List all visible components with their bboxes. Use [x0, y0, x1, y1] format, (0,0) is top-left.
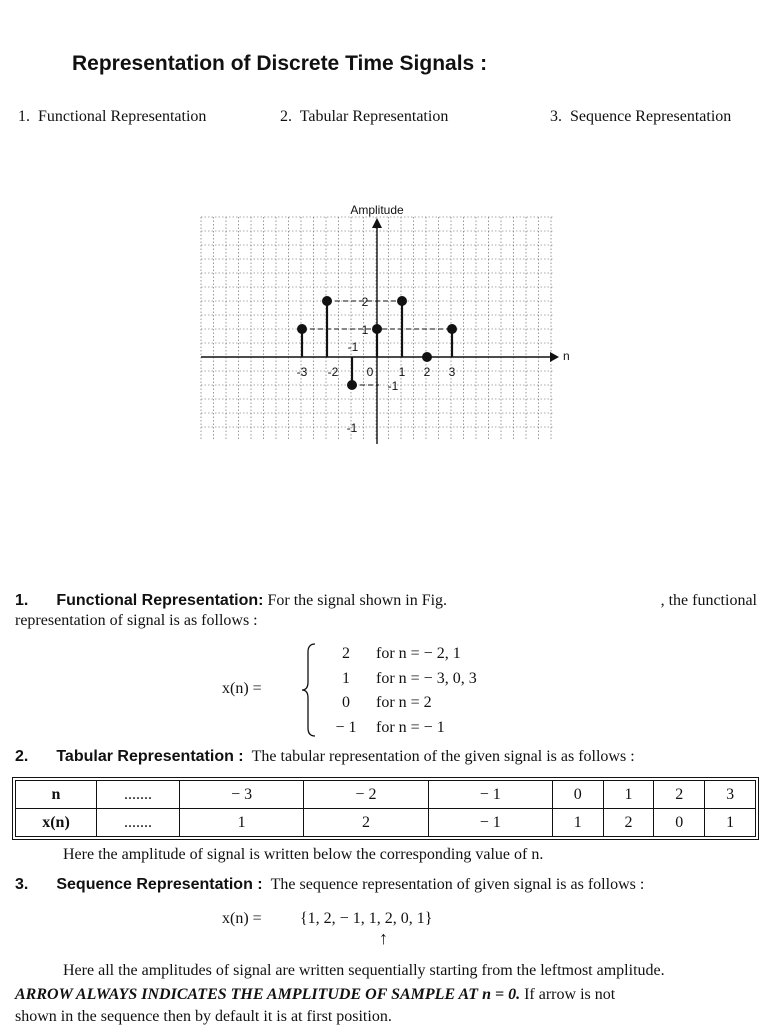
sequence-num: 3.: [15, 876, 29, 893]
x-tick-label: 3: [448, 365, 456, 379]
stem-point: [372, 324, 382, 334]
signal-table: [15, 780, 756, 837]
x-tick-label: -3: [296, 365, 308, 379]
x-tick-label: 2: [423, 365, 431, 379]
y-tick-label: 2: [361, 295, 369, 309]
type-item-functional: 1. Functional Representation: [18, 108, 207, 125]
stem-point: [422, 352, 432, 362]
y-axis-arrow: [372, 218, 382, 228]
table-row: n ....... − 3 − 2 − 1 0 1 2 3: [16, 781, 756, 809]
functional-num: 1.: [15, 592, 29, 609]
x-tick-label: 1: [398, 365, 406, 379]
type-item-sequence: 3. Sequence Representation: [550, 108, 732, 125]
functional-heading: Functional Representation: [56, 592, 259, 609]
zero-index-arrow: ↑: [379, 928, 388, 948]
functional-cases: 2 for n = − 2, 1 1 for n = − 3, 0, 3 0 for n = 2 − 1 for n = − 1: [335, 645, 477, 736]
sequence-heading: Sequence Representation :: [56, 876, 263, 893]
sequence-values: {1, 2, − 1, 1, 2, 0, 1}: [300, 910, 433, 927]
x-tick-label: -1: [346, 421, 358, 435]
sequence-para1: Here all the amplitudes of signal are written sequentially starting from the leftmost amplitude.: [63, 962, 665, 979]
tabular-paragraph: 2. Tabular Representation : The tabular representation of the given signal is as follows :: [15, 748, 635, 765]
type-item-tabular: 2. Tabular Representation: [280, 108, 449, 125]
functional-lhs: x(n) =: [222, 680, 262, 697]
tabular-num: 2.: [15, 748, 29, 765]
sequence-para3: shown in the sequence then by default it is at first position.: [15, 1008, 392, 1025]
sequence-paragraph: 3. Sequence Representation : The sequence representation of given signal is as follows :: [15, 876, 645, 893]
x-axis-arrow: [550, 352, 559, 362]
x-axis-label: n: [563, 349, 570, 363]
tabular-heading: Tabular Representation :: [56, 748, 244, 765]
stem-point: [347, 380, 357, 390]
stem-point: [447, 324, 457, 334]
plot-labels: [297, 203, 570, 435]
table-row: x(n) ....... 1 2 − 1 1 2 0 1: [16, 809, 756, 837]
y-tick-label: -1: [387, 379, 399, 393]
sequence-lhs: x(n) =: [222, 910, 262, 927]
stem-point: [322, 296, 332, 306]
functional-paragraph: 1. Functional Representation: For the signal shown in Fig. , the functional representation of signal is as follows :: [15, 592, 757, 629]
stem-plot: [195, 200, 575, 450]
y-tick-label: 1: [361, 323, 369, 337]
tabular-note: Here the amplitude of signal is written below the corresponding value of n.: [63, 846, 544, 863]
x-tick-label: 0: [366, 365, 374, 379]
sequence-para2: ARROW ALWAYS INDICATES THE AMPLITUDE OF SAMPLE AT n = 0. If arrow is not: [15, 986, 616, 1003]
stem-point: [297, 324, 307, 334]
y-tick-label: -1: [347, 340, 359, 354]
x-tick-label: -2: [327, 365, 339, 379]
y-axis-label: Amplitude: [350, 203, 404, 217]
stem-point: [397, 296, 407, 306]
page-title: Representation of Discrete Time Signals :: [72, 52, 488, 75]
